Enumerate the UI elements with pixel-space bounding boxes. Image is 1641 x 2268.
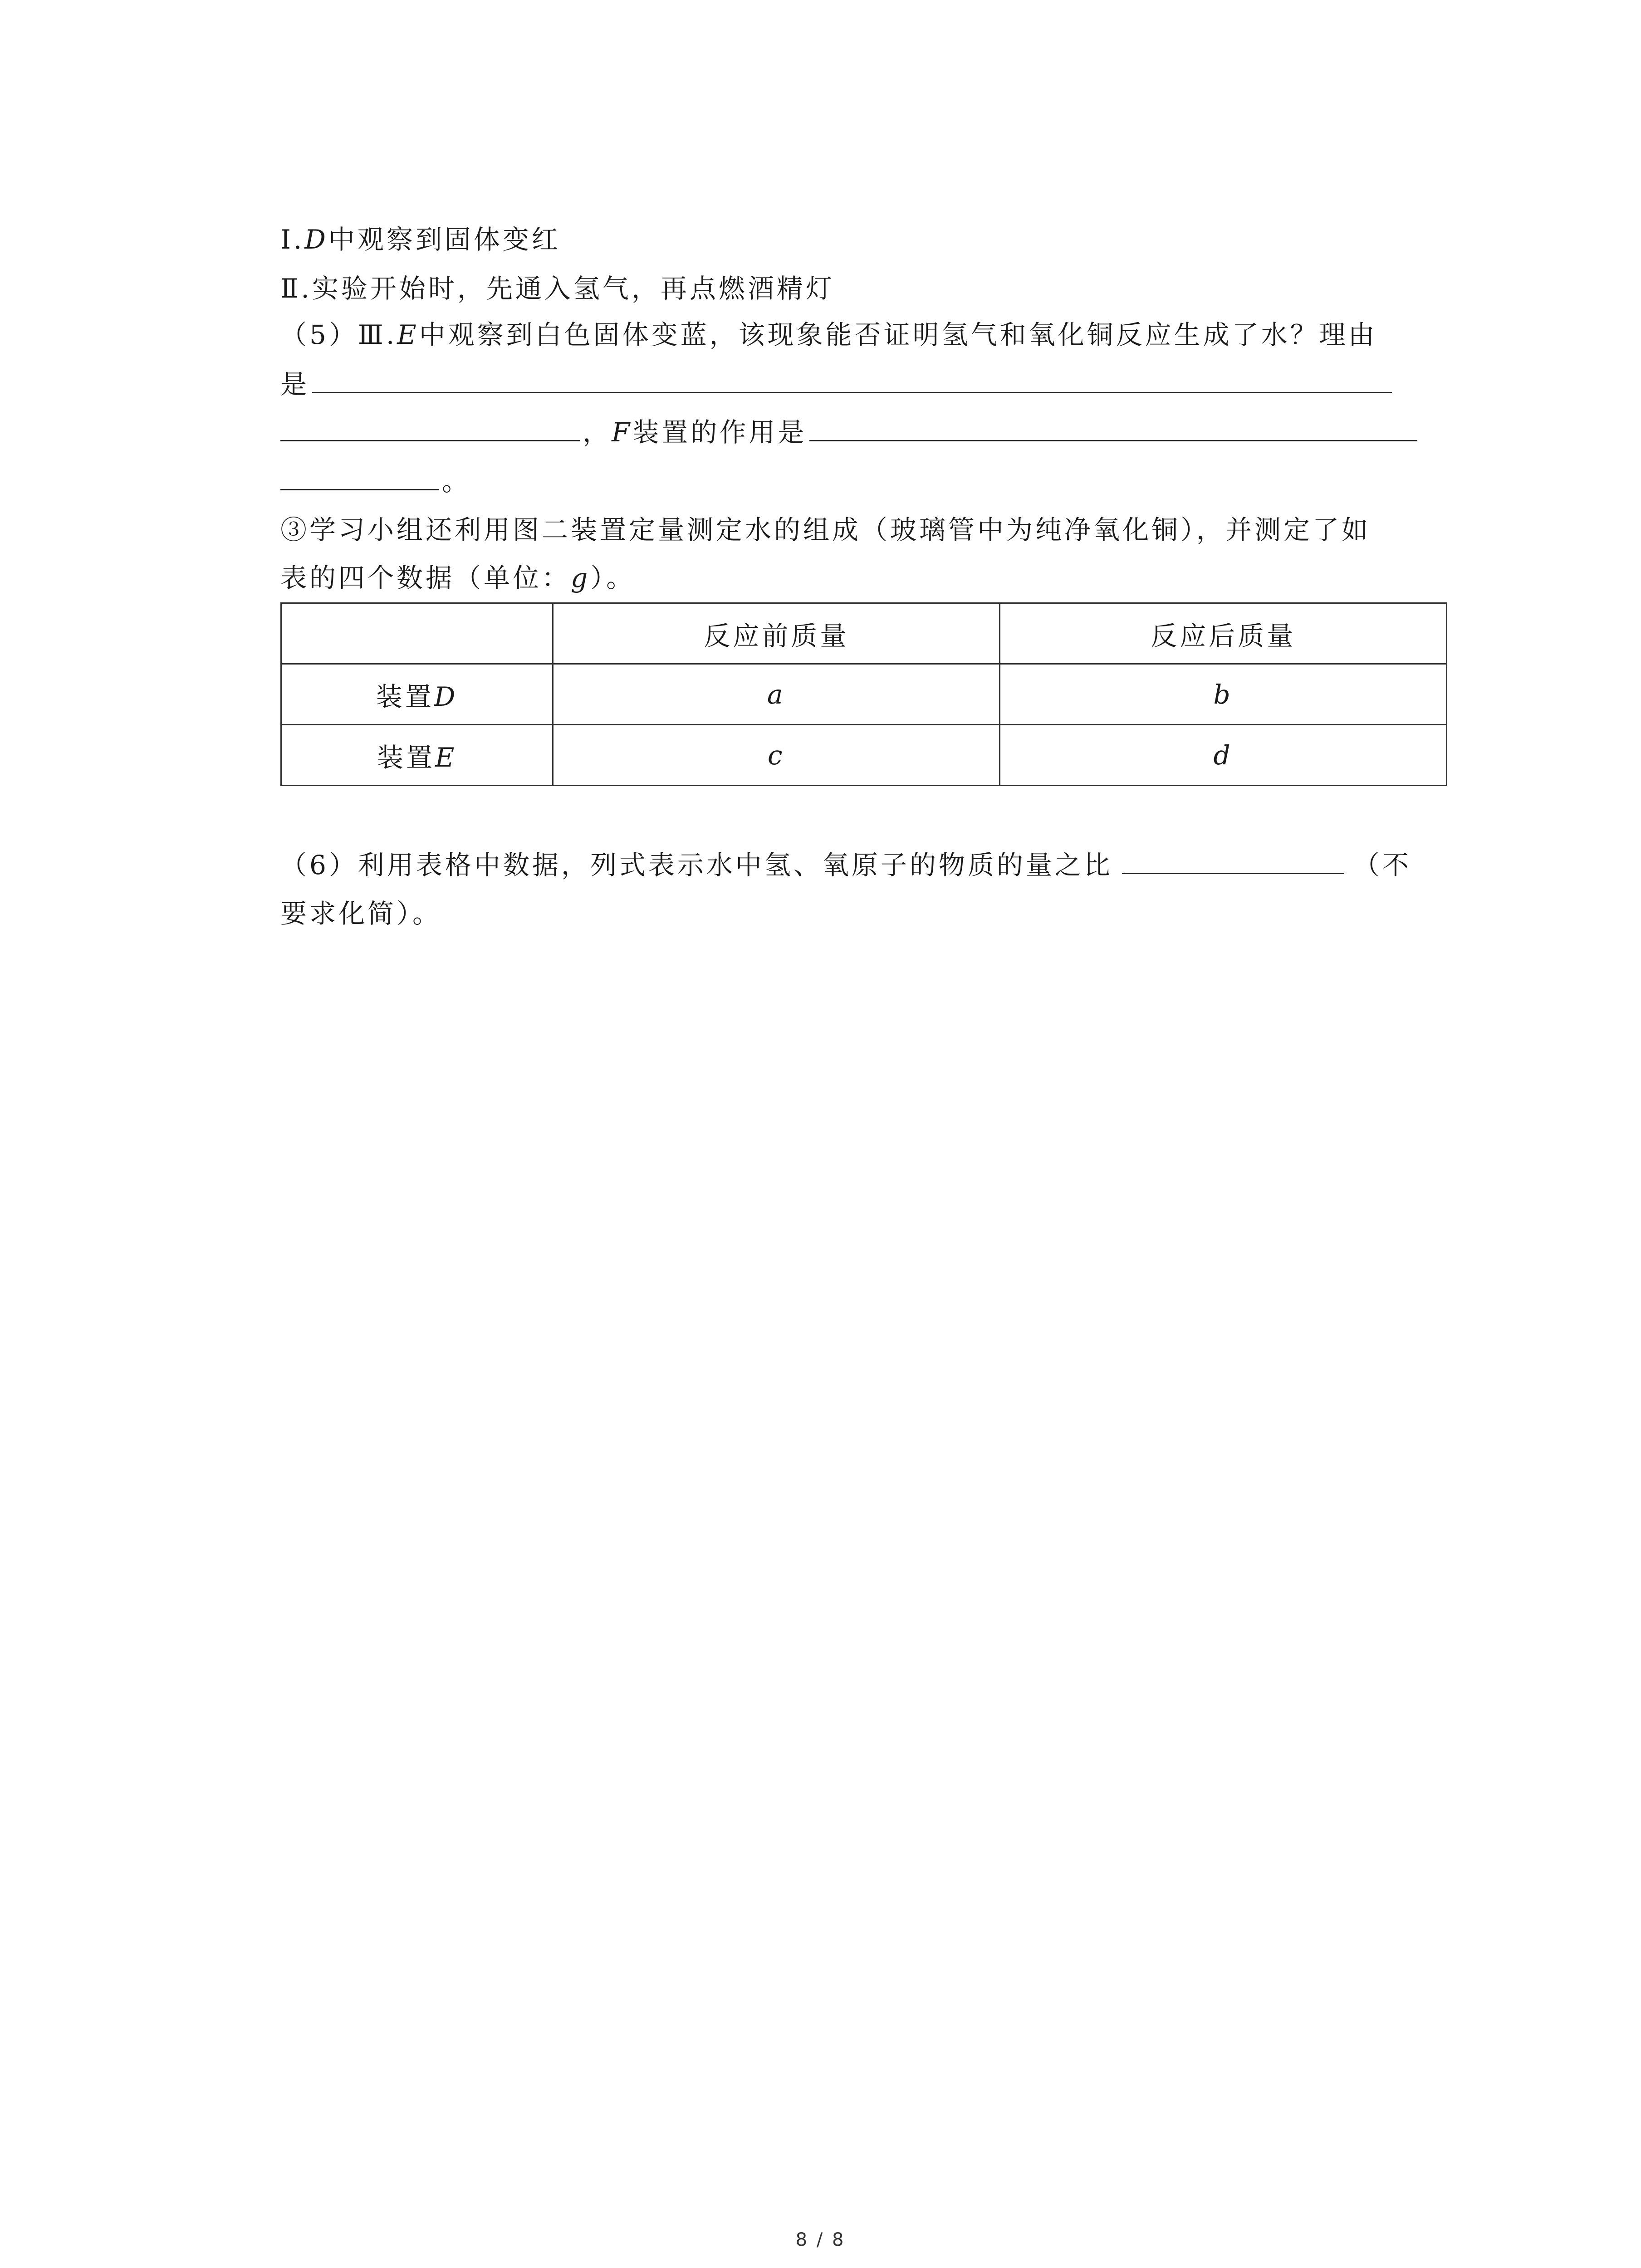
text-line-observation-2: Ⅱ.实验开始时，先通入氢气，再点燃酒精灯 bbox=[280, 273, 835, 304]
question-5-answer-line-3 bbox=[280, 464, 471, 499]
variable: E bbox=[435, 742, 457, 773]
table-row-label: 装置E bbox=[281, 725, 553, 786]
variable: E bbox=[397, 319, 419, 350]
question-number: （5）Ⅲ. bbox=[280, 319, 397, 350]
question-text: 中观察到白色固体变蓝，该现象能否证明氢气和氧化铜反应生成了水？理由 bbox=[419, 319, 1377, 350]
mass-data-table bbox=[280, 602, 1447, 786]
table-header-cell: 反应前质量 bbox=[553, 603, 1000, 664]
variable: D bbox=[304, 224, 328, 255]
text-line-observation-1 bbox=[280, 222, 561, 257]
unit-variable: g bbox=[571, 562, 591, 593]
text-line-table-intro bbox=[280, 561, 635, 595]
text-line-study-group: ③学习小组还利用图二装置定量测定水的组成（玻璃管中为纯净氧化铜），并测定了如 bbox=[280, 514, 1371, 545]
question-5-line bbox=[280, 318, 1377, 352]
question-6-line-2: 要求化简）。 bbox=[280, 898, 442, 929]
variable: F bbox=[612, 417, 633, 448]
table-row-label: 装置D bbox=[281, 664, 553, 725]
variable: D bbox=[434, 681, 458, 712]
text: 是 bbox=[280, 369, 310, 400]
text: （不 bbox=[1353, 850, 1411, 880]
variable: a bbox=[767, 679, 786, 710]
variable: b bbox=[1213, 679, 1233, 710]
answer-blank-device-function[interactable] bbox=[809, 415, 1417, 441]
answer-blank-reason-continued[interactable] bbox=[280, 415, 580, 441]
question-text: （6）利用表格中数据，列式表示水中氢、氧原子的物质的量之比 bbox=[280, 850, 1113, 880]
question-5-answer-line bbox=[280, 367, 1395, 401]
table-header-cell: 反应后质量 bbox=[1000, 603, 1447, 664]
variable: d bbox=[1213, 739, 1233, 771]
roman-numeral: Ⅰ. bbox=[280, 224, 305, 255]
variable: c bbox=[767, 739, 785, 771]
table-cell bbox=[553, 664, 1000, 725]
question-6-line bbox=[280, 847, 1411, 882]
table-cell bbox=[1000, 664, 1447, 725]
page-number: 8 / 8 bbox=[795, 2229, 846, 2250]
punctuation: ， bbox=[583, 417, 612, 448]
table-header-cell bbox=[281, 603, 553, 664]
answer-blank-reason[interactable] bbox=[312, 367, 1392, 393]
table-row bbox=[281, 725, 1447, 786]
text: 中观察到固体变红 bbox=[328, 224, 561, 255]
text: 表的四个数据（单位： bbox=[280, 562, 571, 593]
text: 装置的作用是 bbox=[632, 417, 807, 448]
table-cell bbox=[553, 725, 1000, 786]
answer-blank-device-function-continued[interactable] bbox=[280, 464, 439, 490]
table-cell bbox=[1000, 725, 1447, 786]
table-header-row bbox=[281, 603, 1447, 664]
punctuation: 。 bbox=[442, 466, 471, 497]
answer-blank-ratio[interactable] bbox=[1122, 847, 1344, 874]
text: ）。 bbox=[590, 562, 636, 593]
table-row bbox=[281, 664, 1447, 725]
question-5-answer-line-2 bbox=[280, 415, 1420, 450]
